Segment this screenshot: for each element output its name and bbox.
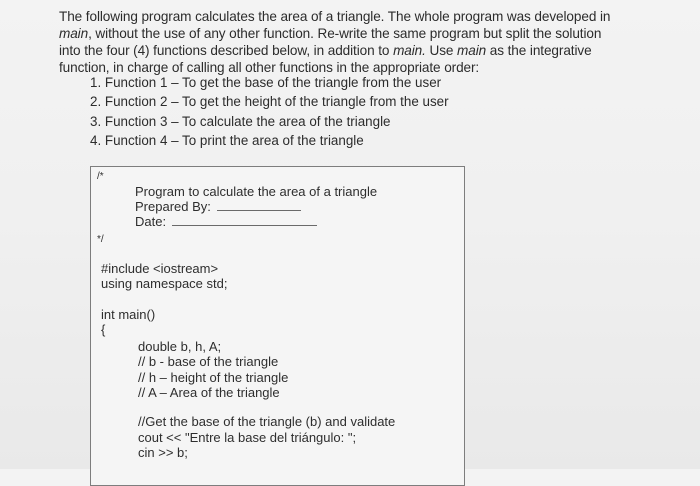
function-list <box>90 73 449 150</box>
statement-text-4: function, in charge of calling all other functions in the appropriate order: <box>59 60 480 75</box>
comment-base: // b - base of the triangle <box>138 354 279 369</box>
statement-text-3b: Use <box>425 43 458 58</box>
date-line <box>135 214 317 229</box>
prepared-by-line <box>135 199 301 214</box>
list-item: 4. Function 4 – To print the area of the triangle <box>90 132 364 148</box>
date-blank <box>172 215 317 226</box>
cin-line: cin >> b; <box>138 445 188 460</box>
header-title: Program to calculate the area of a triangle <box>135 184 378 199</box>
comment-open: /* <box>97 171 104 182</box>
date-label: Date: <box>135 214 167 229</box>
include-line: #include <iostream> <box>101 261 219 276</box>
statement-line-1 <box>59 8 689 25</box>
prepared-by-label: Prepared By: <box>135 199 211 214</box>
comment-get-base: //Get the base of the triangle (b) and validate <box>138 414 396 429</box>
brace-open: { <box>101 322 106 337</box>
statement-line-3 <box>59 42 689 59</box>
cout-line: cout << "Entre la base del triángulo: "; <box>138 430 357 445</box>
prepared-by-blank <box>217 200 301 211</box>
main-signature: int main() <box>101 307 156 322</box>
comment-area: // A – Area of the triangle <box>138 385 280 400</box>
statement-text-3c: as the integrative <box>486 43 592 58</box>
statement-text-2: , without the use of any other function. Re-write the same program but split the solution <box>88 26 602 41</box>
code-listing <box>90 166 465 486</box>
problem-statement <box>59 8 689 76</box>
statement-line-2 <box>59 25 689 42</box>
statement-main-1: main <box>59 26 89 41</box>
declaration-line: double b, h, A; <box>138 339 222 354</box>
comment-close: */ <box>97 234 104 245</box>
list-item: 1. Function 1 – To get the base of the triangle from the user <box>90 75 442 90</box>
statement-text-1: The following program calculates the area of a triangle. The whole program was developed in <box>59 9 611 24</box>
using-line: using namespace std; <box>101 276 228 291</box>
list-item: 3. Function 3 – To calculate the area of the triangle <box>90 113 391 129</box>
list-item: 2. Function 2 – To get the height of the triangle from the user <box>90 94 449 110</box>
statement-main-3: main <box>457 43 487 58</box>
comment-height: // h – height of the triangle <box>138 370 289 385</box>
statement-text-3a: into the four (4) functions described below, in addition to <box>59 43 394 58</box>
statement-main-2: main. <box>393 43 426 58</box>
